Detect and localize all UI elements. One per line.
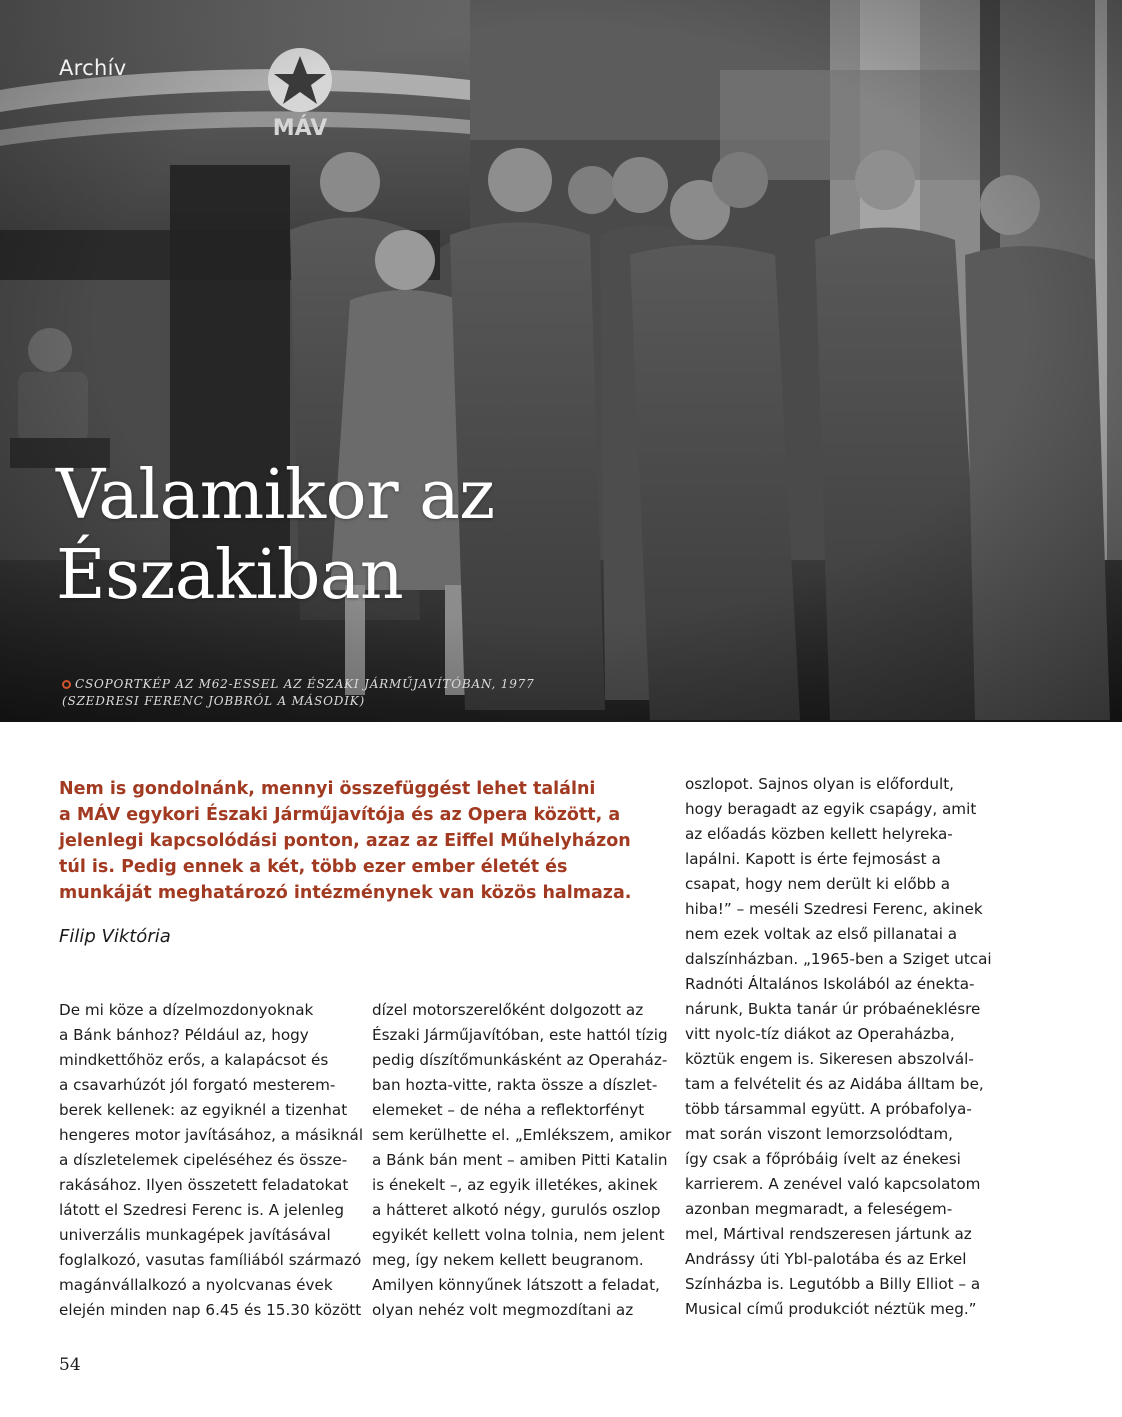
article-headline: Valamikor az Északiban [56,456,495,615]
section-label: Archív [59,56,127,80]
body-text-line: foglalkozó, vasutas famíliából származó [59,1251,362,1269]
body-text-line: dalszínházban. „1965-ben a Sziget utcai [685,950,992,968]
caption-bullet-icon [62,680,71,689]
page-number: 54 [59,1355,81,1375]
body-text-line: hiba!” – meséli Szedresi Ferenc, akinek [685,900,983,918]
body-text-line: az előadás közben kellett helyreka- [685,825,953,843]
body-text-line: karrierem. A zenével való kapcsolatom [685,1175,981,1193]
lead-line: Nem is gondolnánk, mennyi összefüggést lehet találni [59,779,596,799]
lead-line: munkáját meghatározó intézménynek van közös halmaza. [59,883,632,903]
photo-caption [62,676,622,710]
body-column-1 [59,998,364,1323]
body-text-line: sem kerülhette el. „Emlékszem, amikor [372,1126,672,1144]
body-text-line: egyikét kellett volna tolnia, nem jelent [372,1226,665,1244]
body-text-line: a Bánk bán ment – amiben Pitti Katalin [372,1151,668,1169]
body-text-line: a hátteret alkotó négy, gurulós oszlop [372,1201,661,1219]
body-text-line: köztük engem is. Sikeresen abszolvál- [685,1050,974,1068]
body-text-line: elemeket – de néha a reflektorfényt [372,1101,645,1119]
body-text-line: Musical című produkciót néztük meg.” [685,1300,977,1318]
body-text-line: azonban megmaradt, a feleségem- [685,1200,953,1218]
body-text-line: mel, Mártival rendszeresen jártunk az [685,1225,972,1243]
body-text-line: látott el Szedresi Ferenc is. A jelenleg [59,1201,344,1219]
body-text-line: magánvállalkozó a nyolcvanas évek [59,1276,333,1294]
body-text-line: elején minden nap 6.45 és 15.30 között [59,1301,362,1319]
caption-line-1: CSOPORTKÉP AZ M62-ESSEL AZ ÉSZAKI JÁRMŰJAVÍTÓBAN, 1977 [62,676,622,693]
body-text-line: hengeres motor javításához, a másiknál [59,1126,364,1144]
body-text-line: a Bánk bánhoz? Például az, hogy [59,1026,309,1044]
body-text-line: hogy beragadt az egyik csapágy, amit [685,800,977,818]
body-text-line: berek kellenek: az egyiknél a tizenhat [59,1101,348,1119]
body-text-line: mat során viszont lemorzsolódtam, [685,1125,953,1143]
article-author: Filip Viktória [59,926,171,947]
body-text-line: Radnóti Általános Iskolából az énekta- [685,975,975,993]
body-text-line: vitt nyolc-tíz diákot az Operaházba, [685,1025,955,1043]
lead-line: a MÁV egykori Északi Járműjavítója és az Opera között, a [59,805,621,825]
body-text-line: tam a felvételit és az Aidába álltam be, [685,1075,984,1093]
body-text-line: több társammal együtt. A próbafolya- [685,1100,972,1118]
body-text-line: univerzális munkagépek javításával [59,1226,331,1244]
body-text-line: Andrássy úti Ybl-palotába és az Erkel [685,1250,967,1268]
body-text-line: meg, így nekem kellett beugranom. [372,1251,644,1269]
body-text-line: olyan nehéz volt megmozdítani az [372,1301,634,1319]
body-text-line: Színházba is. Legutóbb a Billy Elliot – a [685,1275,981,1293]
body-text-line: De mi köze a dízelmozdonyoknak [59,1001,314,1019]
body-text-line: mindkettőhöz erős, a kalapácsot és [59,1051,329,1069]
body-text-line: Északi Járműjavítóban, este hattól tízig [372,1026,668,1044]
body-text-line: rakásához. Ilyen összetett feladatokat [59,1176,349,1194]
body-column-3 [685,772,992,1322]
article-lead [59,776,639,906]
body-text-line: nem ezek voltak az első pillanatai a [685,925,958,943]
lead-line: túl is. Pedig ennek a két, több ezer ember életét és [59,857,568,877]
body-text-line: is énekelt –, az egyik illetékes, akinek [372,1176,658,1194]
body-text-line: oszlopot. Sajnos olyan is előfordult, [685,775,955,793]
caption-line-2: (SZEDRESI FERENC JOBBRÓL A MÁSODIK) [62,694,366,708]
body-text-line: a csavarhúzót jól forgató mesterem- [59,1076,336,1094]
body-column-2 [372,998,672,1323]
body-text-line: csapat, hogy nem derült ki előbb a [685,875,951,893]
body-text-line: a díszletelemek cipeléséhez és össze- [59,1151,348,1169]
lead-line: jelenlegi kapcsolódási ponton, azaz az Eiffel Műhelyházon [59,831,631,851]
body-text-line: nárunk, Bukta tanár úr próbaéneklésre [685,1000,981,1018]
body-text-line: pedig díszítőmunkásként az Operaház- [372,1051,668,1069]
body-text-line: dízel motorszerelőként dolgozott az [372,1001,644,1019]
body-text-line: így csak a főpróbáig ívelt az énekesi [685,1150,961,1168]
body-text-line: Amilyen könnyűnek látszott a feladat, [372,1276,660,1294]
body-text-line: ban hozta-vitte, rakta össze a díszlet- [372,1076,658,1094]
body-text-line: lapálni. Kapott is érte fejmosást a [685,850,941,868]
